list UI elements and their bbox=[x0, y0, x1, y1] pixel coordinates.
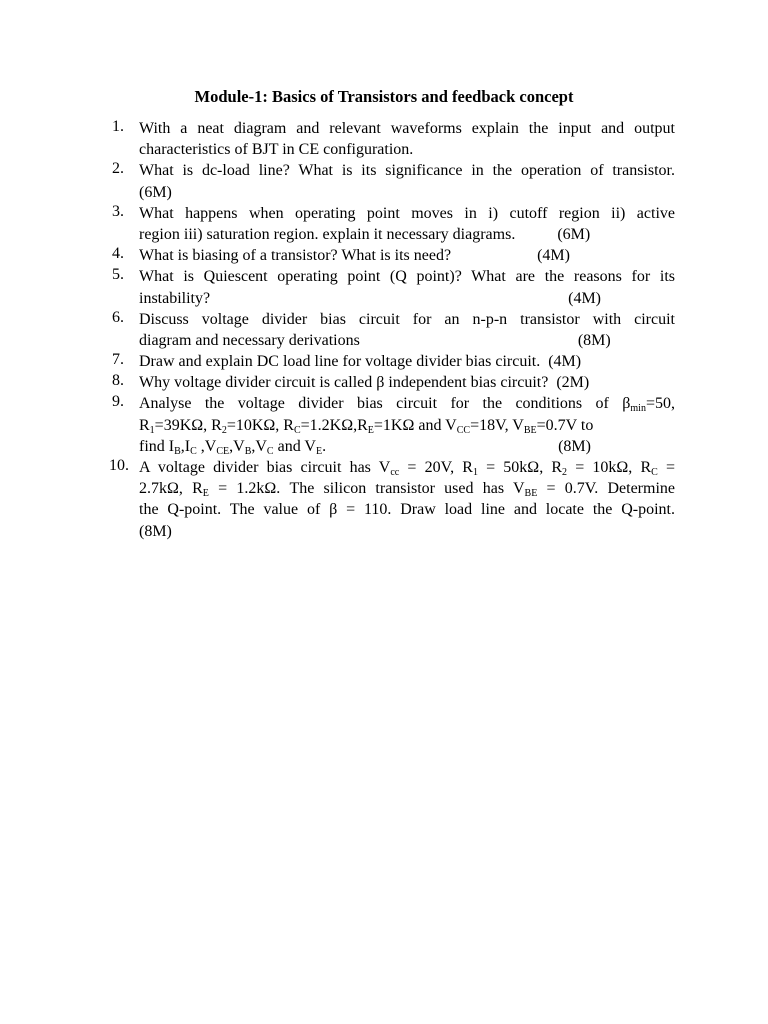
question-text-line bbox=[139, 224, 675, 245]
subscript: BE bbox=[523, 424, 537, 436]
question-number: 4. bbox=[112, 245, 124, 263]
question-5 bbox=[112, 266, 675, 308]
question-marks: (6M) bbox=[139, 183, 172, 201]
question-text: = 0.7V. Determine bbox=[537, 480, 675, 498]
question-text-line bbox=[139, 478, 675, 499]
question-text: =1KΩ and V bbox=[373, 416, 457, 434]
question-text: and V bbox=[273, 437, 316, 455]
subscript: C bbox=[266, 445, 274, 457]
question-10 bbox=[109, 457, 675, 542]
page-title: Module-1: Basics of Transistors and feedback concept bbox=[194, 87, 574, 106]
question-marks: (4M) bbox=[568, 289, 601, 307]
question-list bbox=[109, 118, 675, 542]
subscript: CE bbox=[216, 445, 230, 457]
subscript: 1 bbox=[149, 424, 155, 436]
question-text-line: What is Quiescent operating point (Q point)? What are the reasons for its bbox=[139, 268, 675, 286]
question-text: =10KΩ, R bbox=[226, 416, 294, 434]
question-text: R bbox=[139, 416, 150, 434]
question-text-line bbox=[139, 436, 675, 457]
question-text: =0.7V to bbox=[536, 416, 594, 434]
question-text: region iii) saturation region. explain it necessary diagrams. bbox=[139, 225, 516, 243]
subscript: 2 bbox=[221, 424, 227, 436]
question-text: =50, bbox=[645, 395, 675, 413]
question-text: Why voltage divider circuit is called β independent bias circuit? bbox=[139, 374, 549, 392]
question-text-line bbox=[139, 288, 675, 309]
question-text: = 1.2kΩ. The silicon transistor used has V bbox=[208, 480, 525, 498]
question-text: =39KΩ, R bbox=[154, 416, 222, 434]
question-text: find I bbox=[139, 437, 175, 455]
question-marks: (6M) bbox=[557, 225, 591, 243]
subscript: C bbox=[190, 445, 197, 457]
question-text: A voltage divider bias circuit has V bbox=[139, 459, 391, 476]
question-number: 6. bbox=[112, 308, 124, 326]
question-text-line bbox=[139, 372, 675, 393]
subscript: E bbox=[202, 488, 209, 500]
question-text: Draw and explain DC load line for voltage divider bias circuit. bbox=[139, 353, 541, 371]
question-text: = bbox=[657, 459, 675, 476]
question-text: = 10kΩ, R bbox=[567, 459, 652, 476]
question-number: 1. bbox=[112, 118, 124, 135]
question-text: ,V bbox=[196, 437, 217, 455]
question-number: 2. bbox=[112, 160, 124, 178]
question-text-line: What happens when operating point moves in i) cutoff region ii) active bbox=[139, 204, 675, 222]
question-text: =18V, V bbox=[470, 416, 524, 434]
question-text: ,V bbox=[251, 437, 267, 455]
question-text-line: What is dc-load line? What is its significance in the operation of transistor. bbox=[139, 162, 675, 180]
question-text: =1.2KΩ,R bbox=[300, 416, 368, 434]
subscript: 2 bbox=[562, 467, 568, 478]
question-text-line: Discuss voltage divider bias circuit for an n-p-n transistor with circuit bbox=[139, 310, 675, 328]
subscript: CC bbox=[456, 424, 471, 436]
question-text: . bbox=[322, 437, 327, 455]
question-text-line: the Q-point. The value of β = 110. Draw load line and locate the Q-point. bbox=[139, 501, 675, 519]
question-text: Analyse the voltage divider bias circuit for the conditions of β bbox=[139, 395, 631, 413]
question-text: = 20V, R bbox=[399, 459, 473, 476]
subscript: min bbox=[630, 403, 646, 415]
subscript: 1 bbox=[472, 467, 478, 478]
question-number: 5. bbox=[112, 266, 124, 284]
question-text-line bbox=[139, 415, 675, 436]
subscript: BE bbox=[524, 488, 538, 500]
question-marks: (4M) bbox=[537, 247, 570, 265]
question-8 bbox=[112, 372, 675, 393]
question-text-line: characteristics of BJT in CE configuration. bbox=[139, 141, 414, 159]
question-text: diagram and necessary derivations bbox=[139, 331, 360, 349]
question-3 bbox=[112, 203, 675, 245]
question-4 bbox=[112, 245, 675, 266]
subscript: E bbox=[367, 424, 374, 436]
subscript: cc bbox=[390, 467, 400, 478]
subscript: E bbox=[315, 445, 323, 457]
subscript: C bbox=[293, 424, 301, 436]
question-text-line bbox=[139, 245, 675, 266]
question-7 bbox=[112, 351, 675, 372]
subscript: B bbox=[174, 445, 181, 457]
question-number: 8. bbox=[112, 372, 124, 390]
question-marks: (4M) bbox=[548, 353, 582, 371]
subscript: B bbox=[244, 445, 252, 457]
question-text-line bbox=[139, 351, 675, 372]
question-text-line bbox=[139, 393, 675, 414]
question-text: What is biasing of a transistor? What is its need? bbox=[139, 247, 452, 265]
question-text: instability? bbox=[139, 289, 211, 307]
question-9 bbox=[112, 393, 675, 457]
subscript: C bbox=[651, 467, 658, 478]
question-text: ,I bbox=[180, 437, 191, 455]
question-number: 9. bbox=[112, 393, 124, 411]
question-2 bbox=[112, 160, 675, 202]
question-marks: (8M) bbox=[558, 437, 591, 455]
question-number: 10. bbox=[109, 457, 129, 474]
question-number: 3. bbox=[112, 202, 124, 220]
question-marks: (8M) bbox=[139, 522, 172, 540]
question-text-line bbox=[139, 330, 675, 351]
question-number: 7. bbox=[112, 351, 124, 369]
question-text: = 50kΩ, R bbox=[477, 459, 563, 476]
question-text: 2.7kΩ, R bbox=[139, 480, 203, 498]
question-marks: (8M) bbox=[577, 331, 611, 349]
question-marks: (2M) bbox=[556, 374, 590, 392]
question-text-line bbox=[139, 457, 675, 478]
question-text-line: With a neat diagram and relevant waveforms explain the input and output bbox=[139, 120, 675, 137]
question-text: ,V bbox=[229, 437, 245, 455]
question-1 bbox=[112, 118, 675, 160]
question-6 bbox=[112, 309, 675, 351]
